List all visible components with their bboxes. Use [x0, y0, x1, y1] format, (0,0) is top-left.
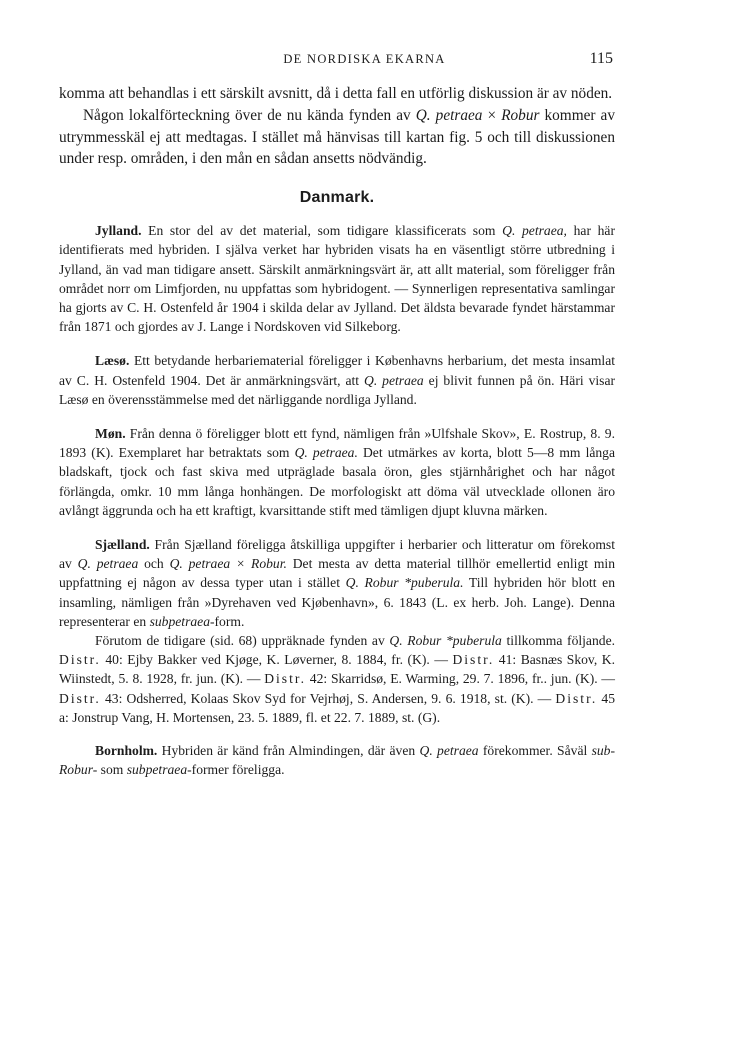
section-heading: Danmark.	[299, 189, 375, 207]
paragraph-bornholm: Bornholm. Hybriden är känd från Almindingen, där även Q. petraea förekommer. Såväl sub-Robur- som subpetraea-former föreligga.	[59, 743, 615, 778]
paragraph-sjaelland-localities: Förutom de tidigare (sid. 68) uppräknade fynden av Q. Robur *puberula tillkomma följande. Distr. 40: Ejby Bakker ved Kjøge, K. Løverner, 8. 1884, fr. (K). — Distr. 41: Basnæs Skov, K. Wiinstedt, 5. 8. 1928, fr. jun. (K). — Distr. 42: Skarridsø, E. Warming, 29. 7. 1896, fr.. jun. (K). — Distr. 43: Odsherred, Kolaas Skov Syd for Vejrhøj, S. Andersen, 9. 6. 1918, st. (K). — Distr. 45 a: Jonstrup Vang, H. Mortensen, 23. 5. 1889, fl. et 22. 7. 1889, st. (G).	[59, 633, 616, 725]
district-label: Distr.	[555, 690, 598, 706]
region-label: Sjælland.	[95, 537, 150, 553]
district-label: Distr.	[452, 652, 495, 668]
intro-paragraph-1: komma att behandlas i ett särskilt avsnitt, då i detta fall en utförlig diskussion är av nöden.	[59, 85, 613, 102]
region-label: Jylland.	[95, 223, 142, 239]
running-title: DE NORDISKA EKARNA	[283, 52, 446, 66]
paragraph-laeso: Læsø. Ett betydande herbariematerial föreligger i Københavns herbarium, det mesta insamlat av C. H. Ostenfeld 1904. Det är anmärkningsvärt, att Q. petraea ej blivit funnen på ön. Häri visar Læsø en överensstämmelse med det närliggande nordliga Jylland.	[59, 353, 616, 407]
region-label: Møn.	[95, 426, 126, 442]
paragraph-jylland: Jylland. En stor del av det material, som tidigare klassificerats som Q. petraea, har här identifierats med hybriden. I själva verket har hybriden visats ha en väsentligt större utbredning i Jylland, än vad man tidigare ansett. Särskilt anmärkningsvärt är, att allt material, som föreligger från området norr om Limfjorden, nu uppfattas som hybridogent. — Synnerligen representativa samlingar ha gjorts av C. H. Ostenfeld år 1904 i skilda delar av Jylland. Det äldsta bevarade fyndet härstammar från 1871 och gjordes av J. Lange i Nordskoven vid Silkeborg.	[59, 223, 615, 335]
page-number: 115	[589, 50, 613, 67]
body-text	[59, 83, 615, 779]
district-label: Distr.	[264, 671, 307, 687]
intro-paragraph-2: Någon lokalförteckning över de nu kända fynden av Q. petraea × Robur kommer av utrymmesskäl ej att medtagas. I stället må hänvisas till kartan fig. 5 och till diskussionen under resp. områden, i den mån en sådan ansetts nödvändig.	[59, 106, 615, 168]
district-label: Distr.	[59, 690, 101, 706]
region-label: Bornholm.	[95, 743, 158, 759]
district-label: Distr.	[59, 652, 101, 668]
paragraph-sjaelland: Sjælland. Från Sjælland föreligga åtskilliga uppgifter i herbarier och litteratur om förekomst av Q. petraea och Q. petraea × Robur. Det mesta av detta material tillhör emellertid enligt min uppfattning ej någon av dessa typer utan i stället Q. Robur *puberula. Till hybriden hör blott en insamling, nämligen från »Dyrehaven ved Kjøbenhavn», 6. 1843 (L. ex herb. Joh. Lange). Denna representerar en subpetraea-form.	[59, 537, 616, 629]
page-header	[0, 50, 729, 70]
region-label: Læsø.	[95, 353, 130, 369]
taxon-name: Q. petraea	[415, 106, 483, 124]
paragraph-mon: Møn. Från denna ö föreligger blott ett fynd, nämligen från »Ulfshale Skov», E. Rostrup, 8. 9. 1893 (K). Exemplaret har betraktats som Q. petraea. Det utmärkes av korta, blott 5—8 mm långa bladskaft, tjock och fast skiva med utpräglade basala öron, gles stjärnhårighet och har något förlängda, omkr. 10 mm långa honhängen. De morfologiskt att döma väl utvecklade ollonen äro avlångt äggrunda och ha ett kraftigt, kvarsittande stift med tämligen djupt kluvna märken.	[59, 426, 616, 518]
taxon-name: Robur	[501, 106, 540, 124]
